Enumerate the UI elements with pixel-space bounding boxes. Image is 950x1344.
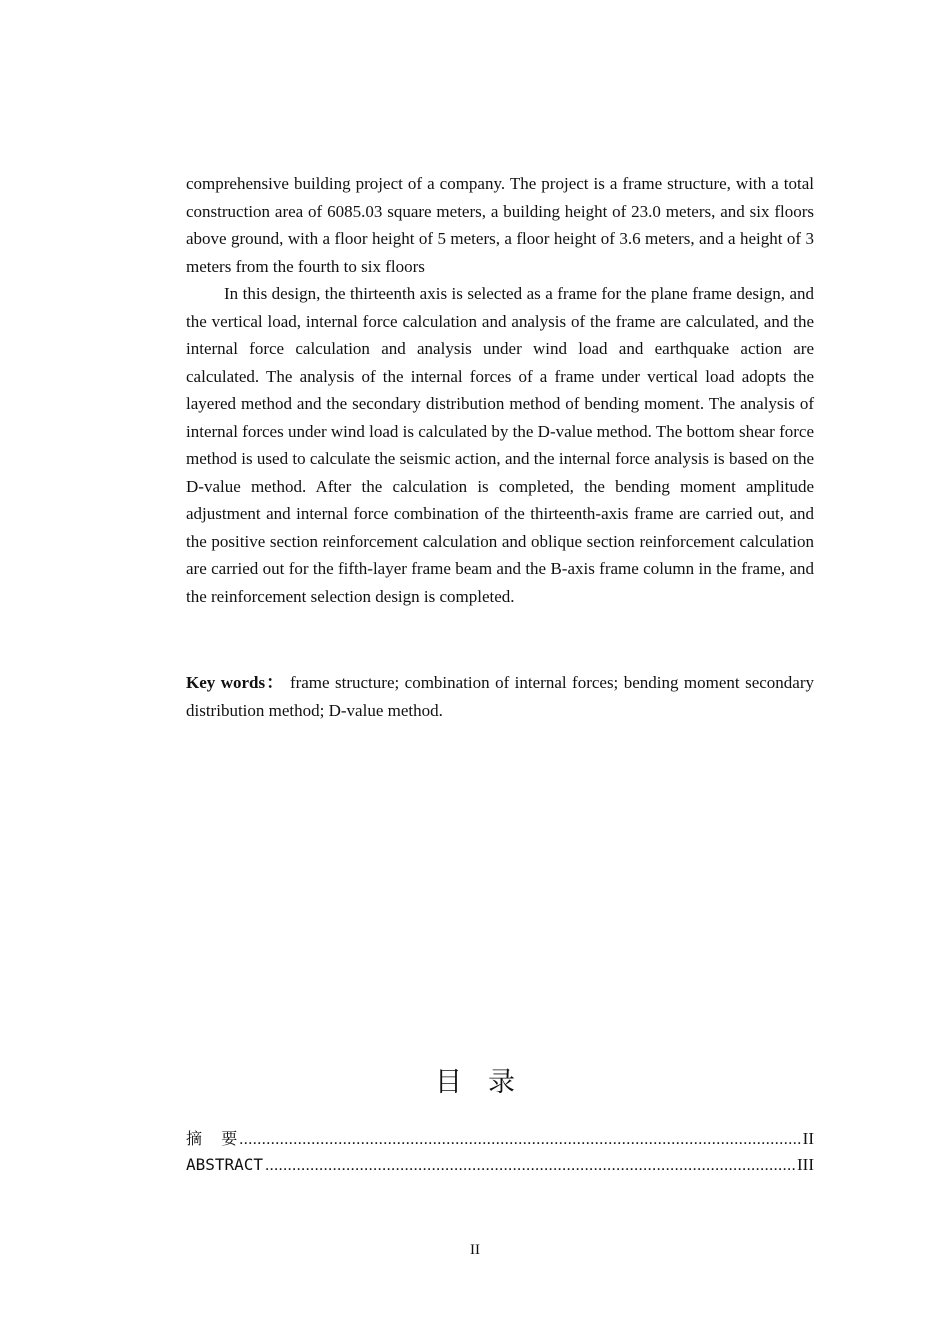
abstract-paragraph-1: comprehensive building project of a company. The project is a frame structure, with a total construction area of 6085.03 square meters, a building height of 23.0 meters, and six floors above ground, with a floor height of 5 meters, a floor height of 3.6 meters, and a height of 3 meters from the fourth to six floors <box>186 174 814 276</box>
toc-leader-dots <box>265 1157 795 1175</box>
toc-entry-label: ABSTRACT <box>186 1155 264 1174</box>
keywords-line <box>186 669 814 724</box>
toc-entry-abstract-en[interactable] <box>186 1155 814 1184</box>
toc-title: 目录 <box>435 1067 541 1098</box>
abstract-body <box>186 170 814 610</box>
toc-entry-page: III <box>797 1155 814 1174</box>
keywords-text: frame structure; combination of internal forces; bending moment secondary distribution method; D-value method. <box>186 673 814 720</box>
abstract-paragraph-2: In this design, the thirteenth axis is selected as a frame for the plane frame design, and the vertical load, internal force calculation and analysis of the frame are calculated, and the internal force calculation and analysis under wind load and earthquake action are calculated. The analysis of the internal forces of a frame under vertical load adopts the layered method and the secondary distribution method of bending moment. The analysis of internal forces under wind load is calculated by the D-value method. The bottom shear force method is used to calculate the seismic action, and the internal force analysis is based on the D-value method. After the calculation is completed, the bending moment amplitude adjustment and internal force combination of the thirteenth-axis frame are carried out, and the positive section reinforcement calculation and oblique section reinforcement calculation are carried out for the fifth-layer frame beam and the B-axis frame column in the frame, and the reinforcement selection design is completed. <box>186 284 814 606</box>
toc-entry-page: II <box>802 1129 814 1148</box>
keywords-label: Key words： <box>186 673 285 692</box>
page-number: II <box>470 1242 480 1258</box>
toc-leader-dots <box>239 1131 800 1149</box>
toc-entry-abstract-cn[interactable] <box>186 1126 814 1155</box>
table-of-contents <box>186 1126 814 1184</box>
toc-entry-label: 摘 要 <box>186 1129 238 1148</box>
